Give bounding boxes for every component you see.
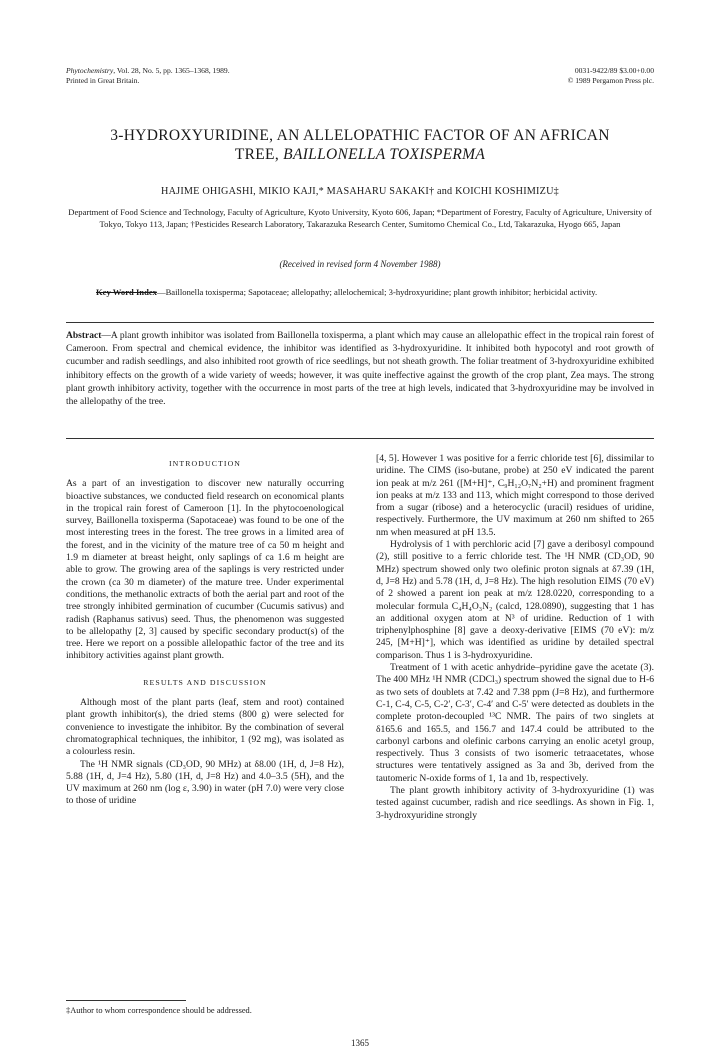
- intro-paragraph: As a part of an investigation to discover new naturally occurring bioactive substances, we conducted field research on economical plants in the tropical rain forest of Cameroon [1]. In the phytocoenological survey, Baillonella toxisperma (Sapotaceae) was found to be one of the most interesting trees in the forest. The tree grows in a limited area of the forest, and in the vicinity of the mature tree of ca 50 m height and 1.9 m diameter at breast height, only saplings of ca 1.6 m height are able to grow. The growing area of the saplings is very restricted under the crown (ca 30 m diameter) of the mature tree. Under experimental conditions, the methanolic extracts of both the aerial part and root of the tree strongly inhibited germination of cucumber (Cucumis sativus) and radish (Raphanus sativus) seed. Thus, the phenomenon was suggested to be allelopathy [2, 3] caused by specific secondary product(s) of the tree. Here we report on a possible allelopathic factor of the tree and its inhibitory activities against plant growth.: [66, 478, 344, 662]
- publisher-header: [568, 66, 654, 86]
- affiliation: Department of Food Science and Technology, Faculty of Agriculture, Kyoto University, Kyoto 606, Japan; *Department of Forestry, Faculty of Agriculture, University of Tokyo, Tokyo 113, Japan; †Pesticides Research Laboratory, Takarazuka Research Center, Sumitomo Chemical Co., Ltd, Takarazuka, Hyogo 665, Japan: [68, 207, 652, 229]
- keyword-text: —Baillonella toxisperma; Sapotaceae; allelopathy; allelochemical; 3-hydroxyuridine; plant growth inhibitor; herbicidal activity.: [156, 287, 598, 297]
- abstract-top-rule: [66, 322, 654, 323]
- page-number: 1365: [351, 1038, 369, 1048]
- title-line-1: 3-HYDROXYURIDINE, AN ALLELOPATHIC FACTOR OF AN AFRICAN: [110, 127, 610, 144]
- printed-note: Printed in Great Britain.: [66, 76, 140, 85]
- keyword-label: Key Word Index: [96, 287, 157, 297]
- authors: HAJIME OHIGASHI, MIKIO KAJI,* MASAHARU SAKAKI† and KOICHI KOSHIMIZU‡: [161, 186, 559, 197]
- title-line-2: [60, 145, 660, 164]
- footnote: ‡Author to whom correspondence should be addressed.: [66, 1006, 252, 1015]
- journal-name: Phytochemistry: [66, 66, 114, 75]
- abstract-bottom-rule: [66, 438, 654, 439]
- right-paragraph-2: Hydrolysis of 1 with perchloric acid [7] gave a deribosyl compound (2), still positive to a ferric chloride test. The ¹H NMR (CD₃OD, 90 MHz) spectrum showed only two olefinic proton signals at δ7.39 (1H, d, J=8 Hz) and 5.78 (1H, d, J=8 Hz). The high resolution EIMS (70 eV) of 2 showed a parent ion peak at m/z 128.0220, corresponding to a molecular formula C₄H₄O₃N₂ (calcd, 128.0890), suggesting that 1 has an additional oxygen atom at N³ of uridine. Reduction of 1 with triphenylphosphine [8] gave a deoxy-derivative [EIMS (70 eV): m/z 245, [M+H]⁺], which was identified as uridine by detailed spectral comparison. Thus 1 is 3-hydroxyuridine.: [376, 539, 654, 661]
- introduction-heading: INTRODUCTION: [168, 459, 242, 468]
- journal-header: [66, 66, 230, 86]
- left-column: [66, 450, 344, 808]
- abstract-label: Abstract: [66, 331, 102, 341]
- results-paragraph-2: The ¹H NMR signals (CD₃OD, 90 MHz) at δ8.00 (1H, d, J=8 Hz), 5.88 (1H, d, J=4 Hz), 5.80 (1H, d, J=8 Hz) and 4.0–3.5 (5H), and the UV maximum at 260 nm (log ε, 3.90) in water (pH 7.0) were very close to those of uridine: [66, 758, 344, 807]
- right-paragraph-3: Treatment of 1 with acetic anhydride–pyridine gave the acetate (3). The 400 MHz ¹H NMR (CDCl₃) spectrum showed the signal due to H-6 as two sets of doublets at 7.42 and 7.38 ppm (J=8 Hz), and furthermore C-1, C-4, C-5, C-2′, C-3′, C-4′ and C-5′ were detected as doublets in the complete proton-decoupled ¹³C NMR. The pairs of two singlets at δ165.6 and 165.5, and 156.7 and 147.4 could be attributed to the carbonyl carbons and olefinic carbons carrying an enolic acetyl group, respectively. Thus 3 consists of two isomeric tetraacetates, whose structures were tentatively assigned as 3a and 3b, derived from the tautomeric N-oxide forms of 1, 1a and 1b, respectively.: [376, 662, 654, 784]
- copyright: © 1989 Pergamon Press plc.: [567, 76, 654, 85]
- keyword-index: [96, 286, 624, 298]
- footnote-rule: [66, 1000, 186, 1001]
- right-paragraph-1: [4, 5]. However 1 was positive for a ferric chloride test [6], dissimilar to uridine. The CIMS (iso-butane, probe) at 250 eV indicated the parent ion peak at m/z 261 ([M+H]⁺, C₉H₁₂O₇N₂+H) and prominent fragment ion peaks at m/z 133 and 113, which might correspond to those derived from a sugar (ribose) and a heterocyclic (uracil) residues of uridine, respectively. Furthermore, the UV maximum at 260 nm shifted to 265 nm when measured at pH 13.5.: [376, 453, 654, 538]
- title-species: BAILLONELLA TOXISPERMA: [283, 146, 486, 163]
- citation: , Vol. 28, No. 5, pp. 1365–1368, 1989.: [113, 66, 230, 75]
- right-paragraph-4: The plant growth inhibitory activity of 3-hydroxyuridine (1) was tested against cucumber, radish and rice seedlings. As shown in Fig. 1, 3-hydroxyuridine strongly: [376, 785, 654, 821]
- abstract-text: —A plant growth inhibitor was isolated from Baillonella toxisperma, a plant which may cause an allelopathic effect in the tropical rain forest of Cameroon. From spectral and chemical evidence, the inhibitor was identified as 3-hydroxyuridine. It inhibited both hypocotyl and root growth of cucumber and radish seedlings, and also inhibited root growth of rice seedlings, but not sheath growth. The foliar treatment of 3-hydroxyuridine exhibited inhibitory effects on the growth of a wide variety of weeds; however, it was quite ineffective against the growth of the crop plant, Zea mays. The strong plant growth inhibitory activity, together with the occurrence in most parts of the tree at high levels, indicated that 3-hydroxyuridine may be involved in the allelopathy of the tree.: [66, 331, 654, 408]
- results-heading: RESULTS AND DISCUSSION: [143, 677, 267, 687]
- results-paragraph-1: Although most of the plant parts (leaf, stem and root) contained plant growth inhibitor(s), the dried stems (800 g) were selected for convenience to investigate the inhibitor. By the combination of several chromatographical techniques, the inhibitor, 1 (92 mg), was isolated as a colourless resin.: [66, 697, 344, 758]
- received-date: (Received in revised form 4 November 1988): [279, 259, 441, 269]
- abstract: [66, 330, 654, 409]
- article-title: [60, 126, 660, 164]
- title-tree: TREE,: [234, 146, 284, 163]
- right-column: [376, 453, 654, 822]
- issn: 0031-9422/89 $3.00+0.00: [574, 66, 654, 75]
